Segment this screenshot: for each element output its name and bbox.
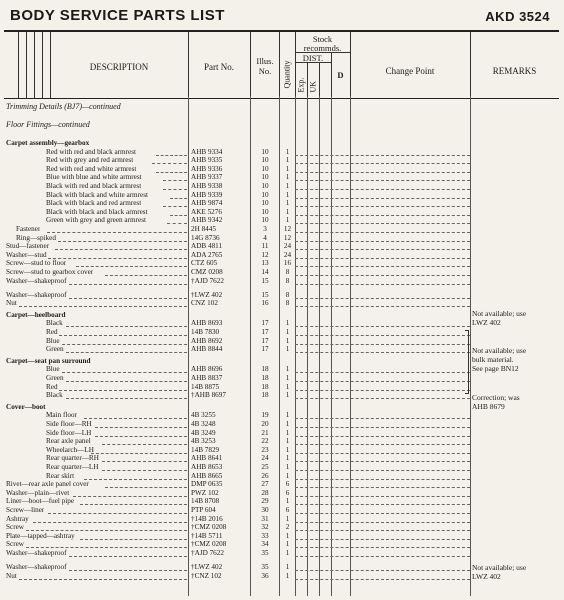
row-part-no: ADB 4811	[191, 242, 223, 251]
table-row	[4, 549, 559, 558]
row-quantity: 1	[285, 540, 290, 549]
row-part-no: AHB 8693	[191, 319, 223, 328]
row-illus-no: 22	[261, 437, 269, 446]
row-description: Screw	[6, 523, 24, 532]
row-part-no: AHB 8665	[191, 471, 223, 480]
row-illus-no: 35	[261, 563, 269, 571]
row-part-no: DMP 0635	[191, 480, 223, 489]
row-description: Washer—shakeproof	[6, 276, 67, 285]
row-part-no: AHB 9335	[191, 156, 223, 165]
row-description: Side floor—LH	[46, 428, 92, 437]
table-row	[4, 277, 559, 286]
row-part-no: CMZ 0208	[191, 268, 223, 276]
row-illus-no: 29	[261, 497, 269, 506]
row-description: Washer—stud	[6, 250, 47, 259]
row-description: Red	[46, 382, 58, 391]
row-quantity: 8	[285, 276, 290, 285]
col-illus-no: Illus. No.	[256, 56, 274, 76]
row-description: Black with black and red armrest	[46, 199, 142, 208]
remark-2: Not available; use bulk material. See page BN12	[472, 346, 527, 373]
row-part-no: AHB 8692	[191, 336, 223, 345]
row-quantity: 16	[283, 259, 292, 268]
row-illus-no: 18	[261, 382, 269, 391]
row-part-no: AHB 8844	[191, 345, 223, 354]
row-illus-no: 15	[261, 276, 269, 285]
row-part-no: †14B 2016	[191, 514, 223, 523]
row-quantity: 8	[285, 299, 290, 308]
row-illus-no: 10	[261, 164, 269, 173]
row-illus-no: 10	[261, 156, 269, 165]
row-quantity: 1	[285, 420, 290, 428]
col-exp: Exp.	[296, 77, 306, 93]
row-description: Red with red and white armrest	[46, 164, 137, 173]
row-part-no: 4B 3253	[191, 437, 216, 446]
row-illus-no: 15	[261, 290, 269, 299]
row-description: Rivet—rear axle panel cover	[6, 480, 89, 489]
row-description: Red with grey and red armrest	[46, 156, 134, 165]
row-description: Carpet—seat pan surround	[6, 356, 91, 365]
row-quantity: 1	[285, 207, 290, 216]
row-part-no: AHB 8837	[191, 374, 223, 382]
row-description: Washer—plain—rivet	[6, 488, 70, 497]
row-part-no: AHB 9339	[191, 190, 223, 199]
row-part-no: †CMZ 0208	[191, 540, 227, 549]
row-description: Rear quarter—RH	[46, 454, 99, 463]
row-illus-no: 10	[261, 182, 269, 190]
row-description: Screw—stud to floor	[6, 259, 67, 268]
row-quantity: 1	[285, 549, 290, 557]
row-part-no: 14G 8736	[191, 233, 220, 242]
col-d: D	[337, 70, 344, 80]
row-quantity: 24	[283, 242, 292, 251]
row-illus-no: 18	[261, 374, 269, 382]
row-part-no: AKE 5276	[191, 207, 222, 216]
row-quantity: 1	[285, 182, 290, 190]
row-illus-no: 35	[261, 549, 269, 557]
row-quantity: 8	[285, 290, 290, 299]
row-quantity: 1	[285, 345, 290, 354]
row-description: Green	[46, 374, 64, 382]
row-quantity: 1	[285, 454, 290, 463]
row-quantity: 12	[283, 233, 292, 242]
row-description: Nut	[6, 571, 17, 580]
row-illus-no: 32	[261, 523, 269, 532]
row-illus-no: 10	[261, 173, 269, 182]
row-illus-no: 17	[261, 328, 269, 336]
row-quantity: 1	[285, 328, 290, 336]
remark-3: Correction; was AHB 8679	[472, 393, 520, 411]
section-floor: Floor Fittings—continued	[6, 120, 90, 129]
table-row	[4, 299, 559, 308]
row-part-no: AHB 8696	[191, 365, 223, 374]
parts-table	[4, 96, 559, 596]
row-illus-no: 10	[261, 147, 269, 156]
row-description: Red with red and black armrest	[46, 147, 137, 156]
row-part-no: †AJD 7622	[191, 276, 224, 285]
page-title: BODY SERVICE PARTS LIST	[10, 7, 225, 24]
row-description: Cover—boot	[6, 402, 46, 411]
col-description: DESCRIPTION	[89, 62, 149, 72]
row-description: Screw	[6, 540, 24, 549]
row-part-no: AHB 9336	[191, 164, 223, 173]
row-illus-no: 30	[261, 506, 269, 514]
row-illus-no: 17	[261, 345, 269, 354]
row-illus-no: 31	[261, 514, 269, 523]
row-quantity: 1	[285, 463, 290, 471]
col-stock: Stock recommds.	[303, 34, 342, 53]
row-part-no: 4B 3248	[191, 420, 216, 428]
row-illus-no: 36	[261, 571, 269, 580]
row-description: Green	[46, 345, 64, 354]
row-part-no: †AJD 7622	[191, 549, 224, 557]
row-quantity: 2	[285, 523, 290, 532]
row-part-no: AHB 8641	[191, 454, 223, 463]
row-illus-no: 10	[261, 216, 269, 225]
row-illus-no: 3	[263, 225, 267, 233]
row-quantity: 1	[285, 531, 290, 540]
row-quantity: 6	[285, 480, 290, 489]
row-part-no: AHB 9337	[191, 173, 223, 182]
col-uk: UK	[308, 80, 318, 93]
row-quantity: 1	[285, 437, 290, 446]
row-illus-no: 13	[261, 259, 269, 268]
row-description: Screw—liner	[6, 506, 45, 514]
row-quantity: 8	[285, 268, 290, 276]
row-description: Black	[46, 319, 63, 328]
col-quantity: Quantity	[282, 60, 292, 89]
row-description: Liner—boot—fuel pipe	[6, 497, 75, 506]
row-part-no: AHB 9338	[191, 182, 223, 190]
row-illus-no: 28	[261, 488, 269, 497]
row-illus-no: 23	[261, 445, 269, 454]
row-quantity: 1	[285, 365, 290, 374]
row-description: Blue	[46, 336, 60, 345]
row-description: Carpet—heelboard	[6, 310, 66, 319]
row-description: Blue	[46, 365, 60, 374]
row-description: Carpet assembly—gearbox	[6, 139, 90, 147]
remark-brace	[465, 330, 469, 394]
row-quantity: 1	[285, 571, 290, 580]
document-code: AKD 3524	[485, 9, 550, 24]
row-part-no: †AHB 8697	[191, 391, 226, 400]
row-illus-no: 19	[261, 411, 269, 420]
row-illus-no: 10	[261, 190, 269, 199]
row-part-no: 14B 8875	[191, 382, 220, 391]
row-part-no: AHB 9342	[191, 216, 223, 225]
row-quantity: 1	[285, 319, 290, 328]
table-header	[4, 30, 559, 99]
row-illus-no: 24	[261, 454, 269, 463]
row-illus-no: 17	[261, 336, 269, 345]
row-quantity: 24	[283, 250, 292, 259]
row-part-no: 14B 7829	[191, 445, 220, 454]
row-illus-no: 18	[261, 391, 269, 400]
col-part-no: Part No.	[204, 62, 234, 72]
row-illus-no: 10	[261, 199, 269, 208]
row-description: Washer—shakeproof	[6, 563, 67, 571]
row-quantity: 1	[285, 411, 290, 420]
row-description: Black with black and white armrest	[46, 190, 148, 199]
row-description: Green with grey and green armrest	[46, 216, 146, 225]
row-quantity: 6	[285, 506, 290, 514]
row-description: Main floor	[46, 411, 77, 420]
row-quantity: 1	[285, 497, 290, 506]
row-description: Washer—shakeproof	[6, 290, 67, 299]
row-quantity: 1	[285, 173, 290, 182]
row-illus-no: 10	[261, 207, 269, 216]
row-description: Plate—tapped—ashtray	[6, 531, 75, 540]
row-part-no: CNZ 102	[191, 299, 218, 308]
row-part-no: 4B 3249	[191, 428, 216, 437]
row-quantity: 1	[285, 514, 290, 523]
row-part-no: AHB 9334	[191, 147, 223, 156]
remark-4: Not available; use LWZ 402	[472, 563, 527, 581]
row-description: Black with black and black armrest	[46, 207, 148, 216]
row-part-no: †LWZ 402	[191, 563, 223, 571]
row-description: Ring—spiked	[16, 233, 56, 242]
row-description: Screw—stud to gearbox cover	[6, 268, 94, 276]
row-illus-no: 20	[261, 420, 269, 428]
row-quantity: 1	[285, 156, 290, 165]
row-quantity: 1	[285, 471, 290, 480]
row-quantity: 1	[285, 374, 290, 382]
remark-1: Not available; use LWZ 402	[472, 309, 527, 327]
row-quantity: 1	[285, 216, 290, 225]
row-description: Fastener	[16, 225, 41, 233]
page-header	[6, 4, 558, 30]
row-illus-no: 12	[261, 250, 269, 259]
row-description: Rear quarter—LH	[46, 463, 99, 471]
section-trimming: Trimming Details (BJ7)—continued	[6, 102, 121, 111]
row-quantity: 1	[285, 164, 290, 173]
row-description: Nut	[6, 299, 17, 308]
row-quantity: 1	[285, 147, 290, 156]
row-quantity: 1	[285, 336, 290, 345]
row-quantity: 1	[285, 391, 290, 400]
row-quantity: 1	[285, 382, 290, 391]
row-quantity: 1	[285, 190, 290, 199]
row-description: Blue with blue and white armrest	[46, 173, 142, 182]
row-part-no: PWZ 102	[191, 488, 219, 497]
row-part-no: AHB 8653	[191, 463, 223, 471]
col-remarks: REMARKS	[492, 66, 537, 76]
row-illus-no: 16	[261, 299, 269, 308]
row-description: Black	[46, 391, 63, 400]
row-quantity: 12	[283, 225, 292, 233]
row-part-no: 14B 7830	[191, 328, 220, 336]
row-part-no: †CNZ 102	[191, 571, 222, 580]
row-part-no: 14B 8708	[191, 497, 220, 506]
row-illus-no: 34	[261, 540, 269, 549]
row-quantity: 1	[285, 563, 290, 571]
row-quantity: 1	[285, 199, 290, 208]
row-quantity: 1	[285, 445, 290, 454]
row-description: Rear skirt	[46, 471, 75, 480]
row-part-no: CTZ 605	[191, 259, 218, 268]
row-description: Black with red and black armrest	[46, 182, 142, 190]
row-part-no: 2H 8445	[191, 225, 216, 233]
row-part-no: †14B 5711	[191, 531, 223, 540]
row-illus-no: 21	[261, 428, 269, 437]
row-illus-no: 14	[261, 268, 269, 276]
row-description: Wheelarch—LH	[46, 445, 94, 454]
row-quantity: 6	[285, 488, 290, 497]
row-illus-no: 25	[261, 463, 269, 471]
row-description: Washer—shakeproof	[6, 549, 67, 557]
row-description: Ashtray	[6, 514, 29, 523]
row-illus-no: 4	[263, 233, 267, 242]
row-part-no: AHB 9874	[191, 199, 223, 208]
row-part-no: 4B 3255	[191, 411, 216, 420]
row-illus-no: 33	[261, 531, 269, 540]
col-change-point: Change Point	[385, 66, 435, 76]
row-illus-no: 27	[261, 480, 269, 489]
row-part-no: PTP 604	[191, 506, 216, 514]
row-part-no: †CMZ 0208	[191, 523, 227, 532]
row-part-no: †LWZ 402	[191, 290, 223, 299]
row-illus-no: 18	[261, 365, 269, 374]
row-description: Rear axle panel	[46, 437, 91, 446]
row-quantity: 1	[285, 428, 290, 437]
col-dist: DIST.	[302, 53, 324, 63]
row-illus-no: 17	[261, 319, 269, 328]
row-description: Side floor—RH	[46, 420, 92, 428]
row-description: Red	[46, 328, 58, 336]
row-description: Stud—fastener	[6, 242, 50, 251]
row-illus-no: 26	[261, 471, 269, 480]
row-illus-no: 11	[261, 242, 269, 251]
row-part-no: ADA 2765	[191, 250, 223, 259]
